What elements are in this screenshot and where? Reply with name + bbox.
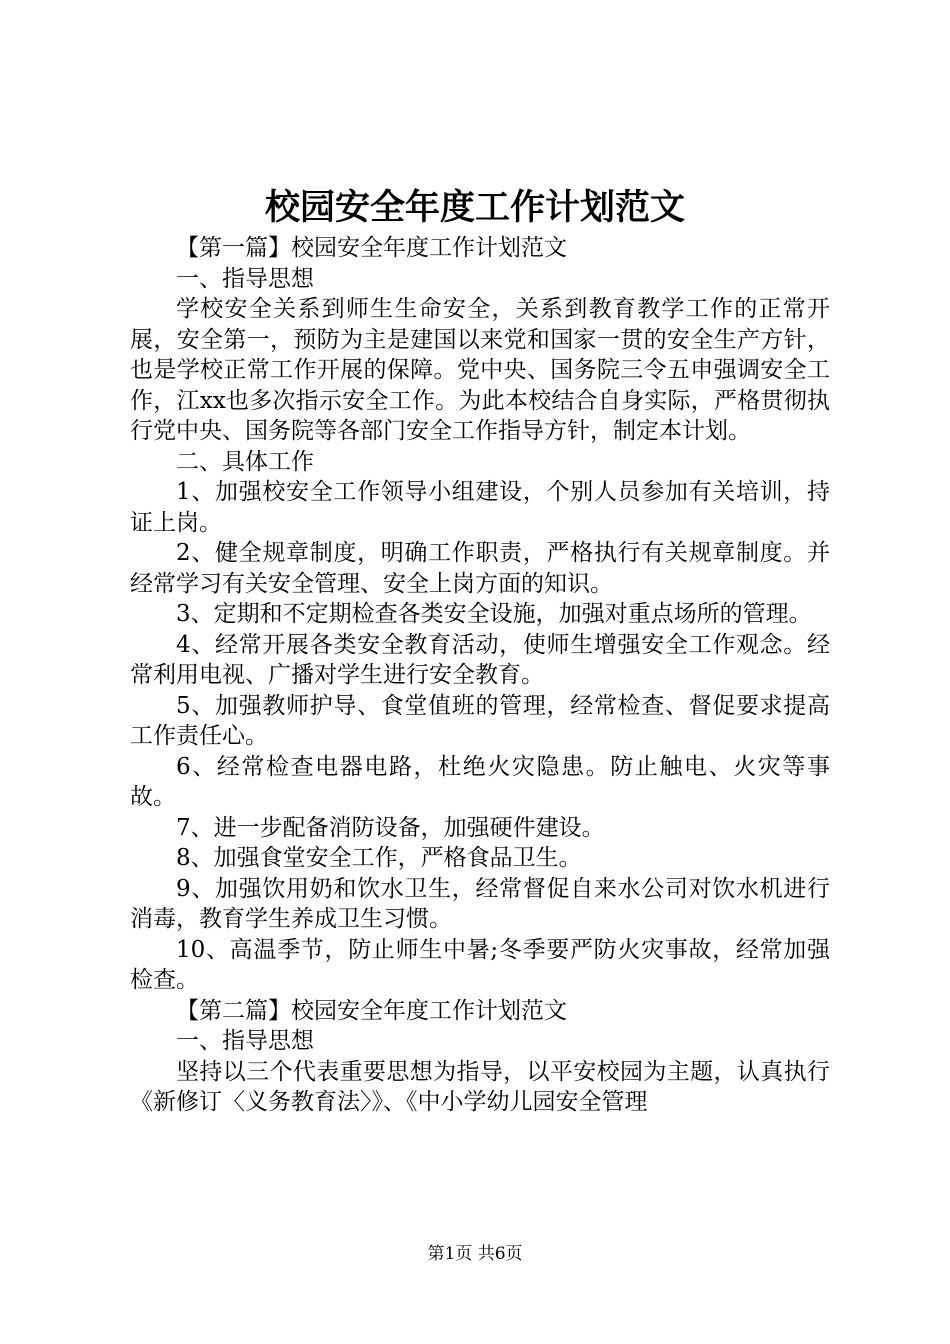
list-item: 4、经常开展各类安全教育活动，使师生增强安全工作观念。经常利用电视、广播对学生进行安全教育。 bbox=[130, 631, 830, 688]
section-heading: 【第二篇】校园安全年度工作计划范文 bbox=[176, 997, 567, 1024]
list-item: 7、进一步配备消防设备，加强硬件建设。 bbox=[176, 814, 605, 841]
subsection-heading: 一、指导思想 bbox=[176, 265, 314, 292]
subsection-heading: 一、指导思想 bbox=[176, 1028, 314, 1054]
list-item: 8、加强食堂安全工作，严格食品卫生。 bbox=[176, 845, 582, 871]
document-title: 校园安全年度工作计划范文 bbox=[264, 187, 685, 228]
body-paragraph: 学校安全关系到师生生命安全，关系到教育教学工作的正常开展，安全第一，预防为主是建国以来党和国家一贯的安全生产方针，也是学校正常工作开展的保障。党中央、国务院三令五申强调安全工作，江xx也多次指示安全工作。为此本校结合自身实际，严格贯彻执行党中央、国务院等各部门安全工作指导方针，制定本计划。 bbox=[130, 296, 830, 444]
subsection-heading: 二、具体工作 bbox=[176, 448, 314, 475]
list-item: 2、健全规章制度，明确工作职责，严格执行有关规章制度。并经常学习有关安全管理、安全上岗方面的知识。 bbox=[130, 540, 830, 597]
page-footer: 第1页 共6页 bbox=[427, 1244, 523, 1264]
list-item: 5、加强教师护导、食堂值班的管理，经常检查、督促要求提高工作责任心。 bbox=[130, 692, 830, 749]
list-item: 10、高温季节，防止师生中暑;冬季要严防火灾事故，经常加强检查。 bbox=[130, 936, 830, 993]
document-body bbox=[130, 233, 830, 1118]
list-item: 6、经常检查电器电路，杜绝火灾隐患。防止触电、火灾等事故。 bbox=[130, 753, 830, 810]
body-paragraph: 坚持以三个代表重要思想为指导，以平安校园为主题，认真执行《新修订〈义务教育法〉》、《中小学幼儿园安全管理 bbox=[130, 1058, 830, 1115]
list-item: 1、加强校安全工作领导小组建设，个别人员参加有关培训，持证上岗。 bbox=[130, 479, 830, 536]
list-item: 9、加强饮用奶和饮水卫生，经常督促自来水公司对饮水机进行消毒，教育学生养成卫生习惯。 bbox=[130, 875, 830, 932]
list-item: 3、定期和不定期检查各类安全设施，加强对重点场所的管理。 bbox=[176, 601, 812, 627]
section-heading: 【第一篇】校园安全年度工作计划范文 bbox=[176, 235, 567, 261]
